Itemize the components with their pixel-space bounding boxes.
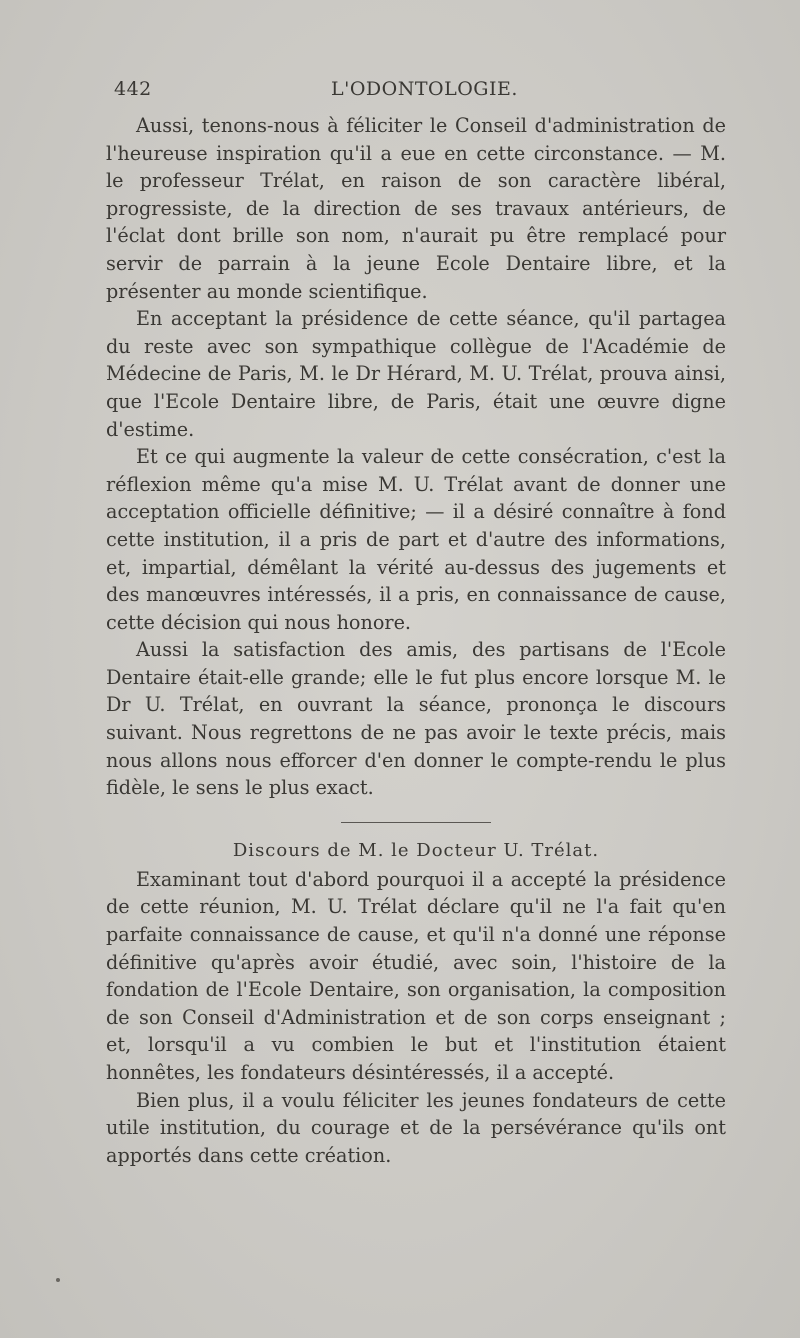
paragraph-1: Aussi, tenons-nous à féliciter le Conseil d'administration de l'heureuse inspiration qu'il a eue en cette circonstance. — M. le professeur Trélat, en raison de son caractère libéral, progressiste, de la direction de ses travaux antérieurs, de l'éclat dont brille son nom, n'aurait pu être remplacé pour servir de parrain à la jeune Ecole Dentaire libre, et la présenter au monde scientifique. [106,114,726,303]
paragraph-6: Bien plus, il a voulu féliciter les jeunes fondateurs de cette utile institution, du courage et de la persévérance qu'ils ont apportés dans cette création. [106,1088,726,1167]
paragraph-3: Et ce qui augmente la valeur de cette consécration, c'est la réflexion même qu'a mise M. U. Trélat avant de donner une acceptation officielle définitive; — il a désiré connaître à fond cette institution, il a pris de part et d'autre des informations, et, impartial, démêlant la vérité au-dessus des jugements et des manœuvres intéressés, il a pris, en connaissance de cause, cette décision qui nous honore. [106,445,726,634]
book-page [106,78,726,1169]
paper-speck [56,1278,60,1282]
paragraph-5: Examinant tout d'abord pourquoi il a accepté la présidence de cette réunion, M. U. Trélat déclare qu'il ne l'a fait qu'en parfaite connaissance de cause, et qu'il n'a donné une réponse définitive qu'après avoir étudié, avec soin, l'histoire de la fondation de l'Ecole Dentaire, son organisation, la composition de son Conseil d'Administration et de son corps enseignant ; et, lorsqu'il a vu combien le but et l'institution étaient honnêtes, les fondateurs désintéressés, il a accepté. [106,867,726,1084]
paragraph-4: Aussi la satisfaction des amis, des partisans de l'Ecole Dentaire était-elle grande; elle le fut plus encore lorsque M. le Dr U. Trélat, en ouvrant la séance, prononça le discours suivant. Nous regrettons de ne pas avoir le texte précis, mais nous allons nous efforcer d'en donner le compte-rendu le plus fidèle, le sens le plus exact. [106,638,726,800]
running-head [106,78,726,112]
page-number: 442 [114,78,152,100]
section-heading: Discours de M. le Docteur U. Trélat. [232,839,600,861]
body-text [106,112,726,1169]
paragraph-2: En acceptant la présidence de cette séance, qu'il partagea du reste avec son sympathique collègue de l'Académie de Médecine de Paris, M. le Dr Hérard, M. U. Trélat, prouva ainsi, que l'Ecole Dentaire libre, de Paris, était une œuvre digne d'estime. [106,307,726,441]
section-divider [341,822,491,823]
running-title: L'ODONTOLOGIE. [331,78,518,100]
